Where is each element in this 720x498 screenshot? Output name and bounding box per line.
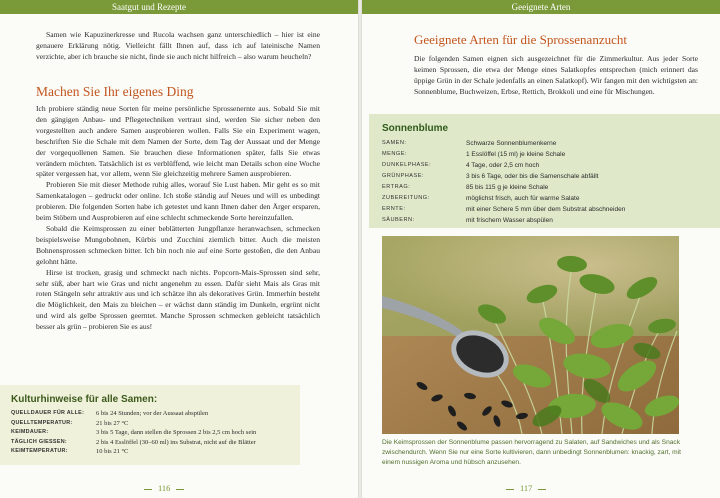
sunflower-row-value: 4 Tage, oder 2,5 cm hoch xyxy=(466,162,540,169)
sunflower-row-value: möglichst frisch, auch für warme Salate xyxy=(466,195,580,202)
right-page xyxy=(362,0,720,498)
culture-row-label: KEIMTEMPERATUR: xyxy=(11,448,68,454)
right-page-number-text: 117 xyxy=(520,483,533,493)
sunflower-info-box xyxy=(369,114,720,228)
right-running-header: Geeignete Arten xyxy=(362,0,720,14)
sunflower-row-value: mit frischem Wasser abspülen xyxy=(466,217,553,224)
paragraph-2: Probieren Sie mit dieser Methode ruhig alles, worauf Sie Lust haben. Mir geht es so mit Samenkatalogen – gedruckt oder online. Ich stoße ständig auf Neues und will es unbedingt probieren. Die folgenden Sorten habe ich getestet und kann Ihnen daher den Ärger ersparen, beim Stöbern und Ausprobieren auf eine schlecht schmeckende Sorte hereinzufallen. xyxy=(36,180,320,223)
culture-row-value: 3 bis 5 Tage, dann stellen die Sprossen 2 bis 2,5 cm hoch sein xyxy=(96,429,257,436)
sunflower-row-label: ERNTE: xyxy=(382,206,406,212)
sunflower-sprouts-photo xyxy=(382,236,679,434)
sunflower-row-label: MENGE: xyxy=(382,151,408,157)
intro-text-block xyxy=(36,30,320,63)
right-page-title: Geeignete Arten für die Sprossenanzucht xyxy=(414,32,627,47)
culture-notes-box xyxy=(0,385,300,465)
sunflower-row-value: 1 Esslöffel (15 ml) je kleine Schale xyxy=(466,151,566,158)
photo-caption: Die Keimsprossen der Sonnenblume passen hervorragend zu Salaten, auf Sandwiches und als Snack zwischendurch. Wenn Sie nur eine Sorte kultivieren, dann unbedingt Sonnenblumen: knackig, zart, mit einem nussigen Aroma und hübsch anzusehen. xyxy=(382,439,681,466)
left-running-header: Saatgut und Rezepte xyxy=(0,0,358,14)
paragraph-1: Ich probiere ständig neue Sorten für meine persönliche Sprossenernte aus. Sobald Sie mit den gängigen Anbau- und Pflegetechniken vertraut sind, werden Sie sicher neben den vorgestellten auch andere Samen ausprobieren wollen. Falls Sie ein Experiment wagen, beschriften Sie die Schale mit dem Namen der Sorte, dem Tag der Aussaat und der Menge der vorgequollenen Samen. Sie brauchen diese Informationen später, falls Sie etwas verändern möchten. Tatsächlich ist es verblüffend, wie leicht man Details schon eine Woche später vergessen hat, vor allem, wenn Sie gleichzeitig mehrere Samen ausprobieren. xyxy=(36,104,320,179)
culture-row-value: 21 bis 27 °C xyxy=(96,419,129,427)
left-page-number-text: 116 xyxy=(158,483,171,493)
main-text-block xyxy=(36,104,320,333)
sunflower-row-label: GRÜNPHASE: xyxy=(382,173,424,179)
right-page-number xyxy=(500,483,552,493)
sunflower-row-value: 85 bis 115 g je kleine Schale xyxy=(466,184,549,191)
sunflower-title: Sonnenblume xyxy=(382,123,449,134)
paragraph-3: Sobald die Keimsprossen zu einer beblätterten Jungpflanze heranwachsen, schmecken beispielsweise Mungobohnen, Kürbis und Zucchini ziemlich bitter. Auch die meisten Bohnensprossen schmecken bitter. Ich bin noch nie auf eine Sorte gestoßen, die den Anbau gelohnt hätte. xyxy=(36,223,320,266)
culture-row-label: TÄGLICH GIESSEN: xyxy=(11,438,68,445)
culture-row-value: 6 bis 24 Stunden; vor der Aussaat abspülen xyxy=(96,410,209,417)
culture-notes-title: Kulturhinweise für alle Samen: xyxy=(11,394,158,405)
sunflower-row-value: Schwarze Sonnenblumenkerne xyxy=(466,140,557,147)
sunflower-row-value: 3 bis 6 Tage, oder bis die Samenschale abfällt xyxy=(466,173,599,180)
sunflower-row-label: DUNKELPHASE: xyxy=(382,162,432,168)
sunflower-row-value: mit einer Schere 5 mm über dem Substrat abschneiden xyxy=(466,206,626,213)
culture-row-label: QUELLTEMPERATUR: xyxy=(11,419,73,426)
intro-paragraph: Samen wie Kapuzinerkresse und Rucola wachsen ganz unterschiedlich – hier ist eine genauere Erklärung nötig. Vielleicht fällt Ihnen auf, dass ich auf lateinische Namen verzichte, aber ich brauche sie nicht, finde sie auch nicht hilfreich – also warum heucheln? xyxy=(36,30,320,61)
culture-row-label: QUELLDAUER FÜR ALLE: xyxy=(11,410,85,416)
sunflower-sprouts-illustration xyxy=(382,236,679,434)
sunflower-row-label: SAMEN: xyxy=(382,140,407,146)
sunflower-row-label: ERTRAG: xyxy=(382,184,411,190)
sunflower-row-label: SÄUBERN: xyxy=(382,217,415,223)
right-intro-paragraph: Die folgenden Samen eignen sich ausgezeichnet für die Zimmerkultur. Aus jeder Sorte keimen Sprossen, die etwa der Menge eines Salatkopfes entsprechen (mich erinnert das üppige Grün in der Schale jedenfalls an einen Salatkopf). Wir fangen mit den wichtigsten an: Sonnenblume, Buchweizen, Erbse, Rettich, Brokkoli und eine für Mischungen. xyxy=(414,54,698,96)
section-title: Machen Sie Ihr eigenes Ding xyxy=(36,84,194,99)
paragraph-4: Hirse ist trocken, grasig und schmeckt nach nichts. Popcorn-Mais-Sprossen sind sehr, sehr süß, aber hart wie Gras und nicht angenehm zu essen. Dafür sieht Mais als Gras mit roten Stängeln sehr attraktiv aus und ich schätze ihn als dekoratives Grün. Immerhin besteht die Möglichkeit, den Mais zu bleichen – er wächst dann ständig im Dunkeln, ergrünt nicht und wird als gelbe Sprossen geerntet. Manche Sprossen schmecken gebleicht tatsächlich besser als grün – probieren Sie es aus! xyxy=(36,267,320,332)
left-page xyxy=(0,0,358,498)
culture-row-value: 2 bis 4 Esslöffel (30–60 ml) ins Substrat, nicht auf die Blätter xyxy=(96,438,256,446)
sunflower-row-label: ZUBEREITUNG: xyxy=(382,195,430,201)
culture-row-value: 10 bis 21 °C xyxy=(96,448,129,455)
culture-row-label: KEIMDAUER: xyxy=(11,429,49,435)
left-page-number xyxy=(138,483,190,493)
right-intro-block xyxy=(414,54,698,98)
